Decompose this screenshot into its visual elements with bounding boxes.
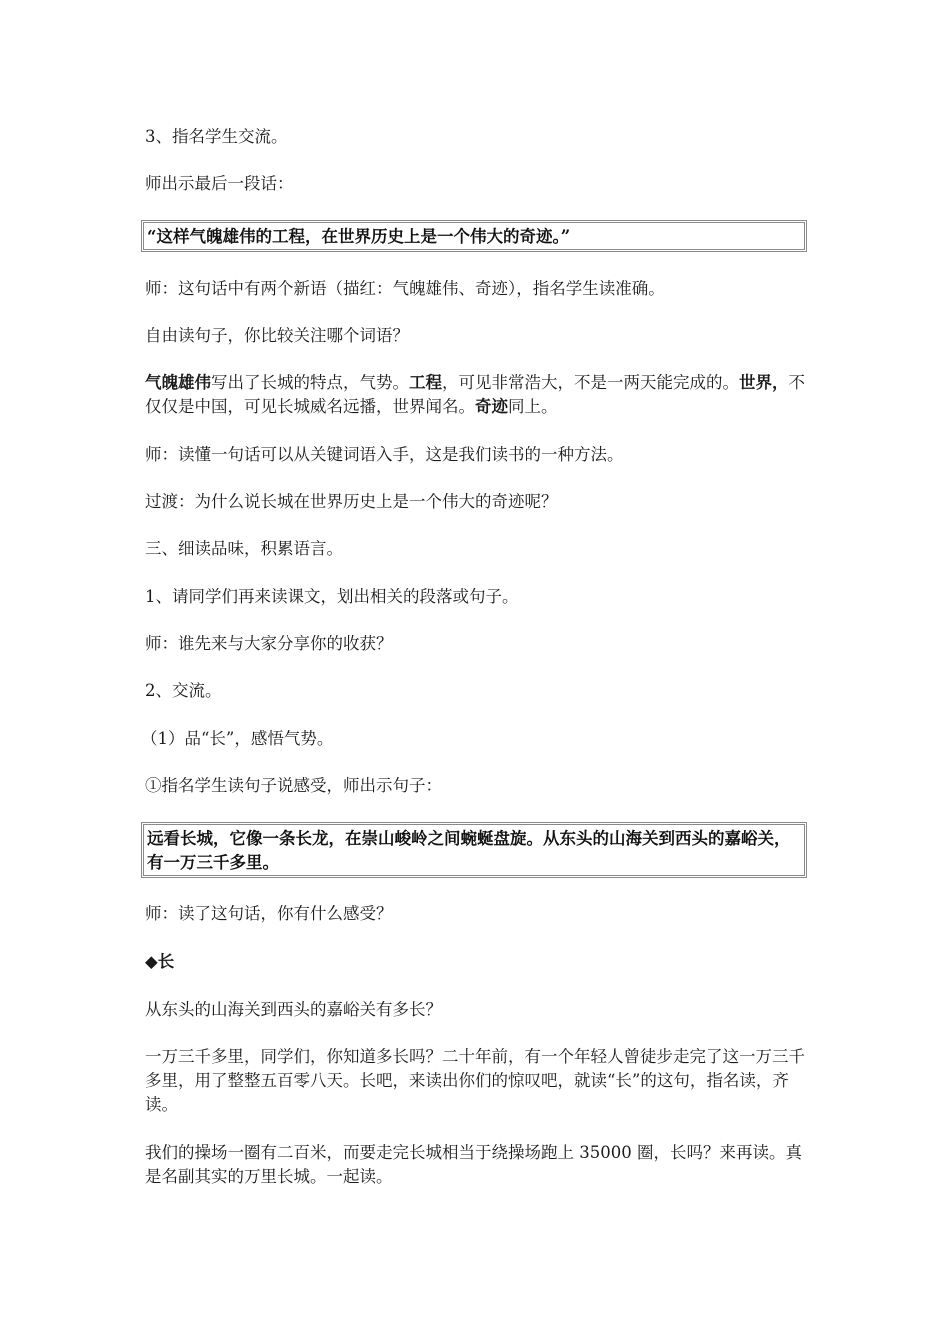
quote-box-2 [141,822,807,878]
keyword-gongcheng: 工程 [409,373,442,392]
step-1-line: 1、请同学们再来读课文，划出相关的段落或句子。 [145,587,519,606]
playground-comparison-paragraph: 我们的操场一圈有二百米，而要走完长城相当于绕操场跑上 35000 圈，长吗？来再读。真是名副其实的万里长城。一起读。 [145,1143,802,1186]
read-sentence-line: ①指名学生读句子说感受，师出示句子： [145,776,442,795]
teacher-share-line: 师：谁先来与大家分享你的收获？ [145,634,393,653]
keyword-qiji: 奇迹 [475,397,508,416]
step-2-line: 2、交流。 [145,681,222,700]
quote-text-1: “这样气魄雄伟的工程，在世界历史上是一个伟大的奇迹。” [147,227,571,246]
step-3-line: 3、指名学生交流。 [145,127,288,146]
keyword-shijie: 世界， [739,373,789,392]
teacher-shows-line: 师出示最后一段话： [145,174,294,193]
quote-text-2: 远看长城，它像一条长龙，在崇山峻岭之间蜿蜒盘旋。从东头的山海关到西头的嘉峪关，有一万三千多里。 [147,829,791,872]
long-bullet-heading: ◆长 [145,952,175,971]
section-three-heading: 三、细读品味，积累语言。 [145,539,343,558]
word-analysis-paragraph: 气魄雄伟写出了长城的特点，气势。工程，可见非常浩大，不是一两天能完成的。世界，不仅仅是中国，可见长城威名远播，世界闻名。奇迹同上。 [145,373,805,416]
free-reading-question: 自由读句子，你比较关注哪个词语？ [145,326,409,345]
length-explanation-paragraph: 一万三千多里，同学们，你知道多长吗？二十年前，有一个年轻人曾徒步走完了这一万三千多里，用了整整五百零八天。长吧，来读出你们的惊叹吧，就读“长”的这句，指名读，齐读。 [145,1047,805,1114]
length-question: 从东头的山海关到西头的嘉峪关有多长？ [145,1000,442,1019]
teacher-new-words-line: 师：这句话中有两个新语（描红：气魄雄伟、奇迹），指名学生读准确。 [145,279,665,298]
keyword-qipo: 气魄雄伟 [145,373,211,392]
teacher-method-line: 师：读懂一句话可以从关键词语入手，这是我们读书的一种方法。 [145,445,624,464]
teacher-feeling-question: 师：读了这句话，你有什么感受？ [145,904,393,923]
quote-box-1 [141,220,807,252]
transition-line: 过渡：为什么说长城在世界历史上是一个伟大的奇迹呢？ [145,492,558,511]
sub-step-1-line: （1）品“长”，感悟气势。 [141,729,334,748]
